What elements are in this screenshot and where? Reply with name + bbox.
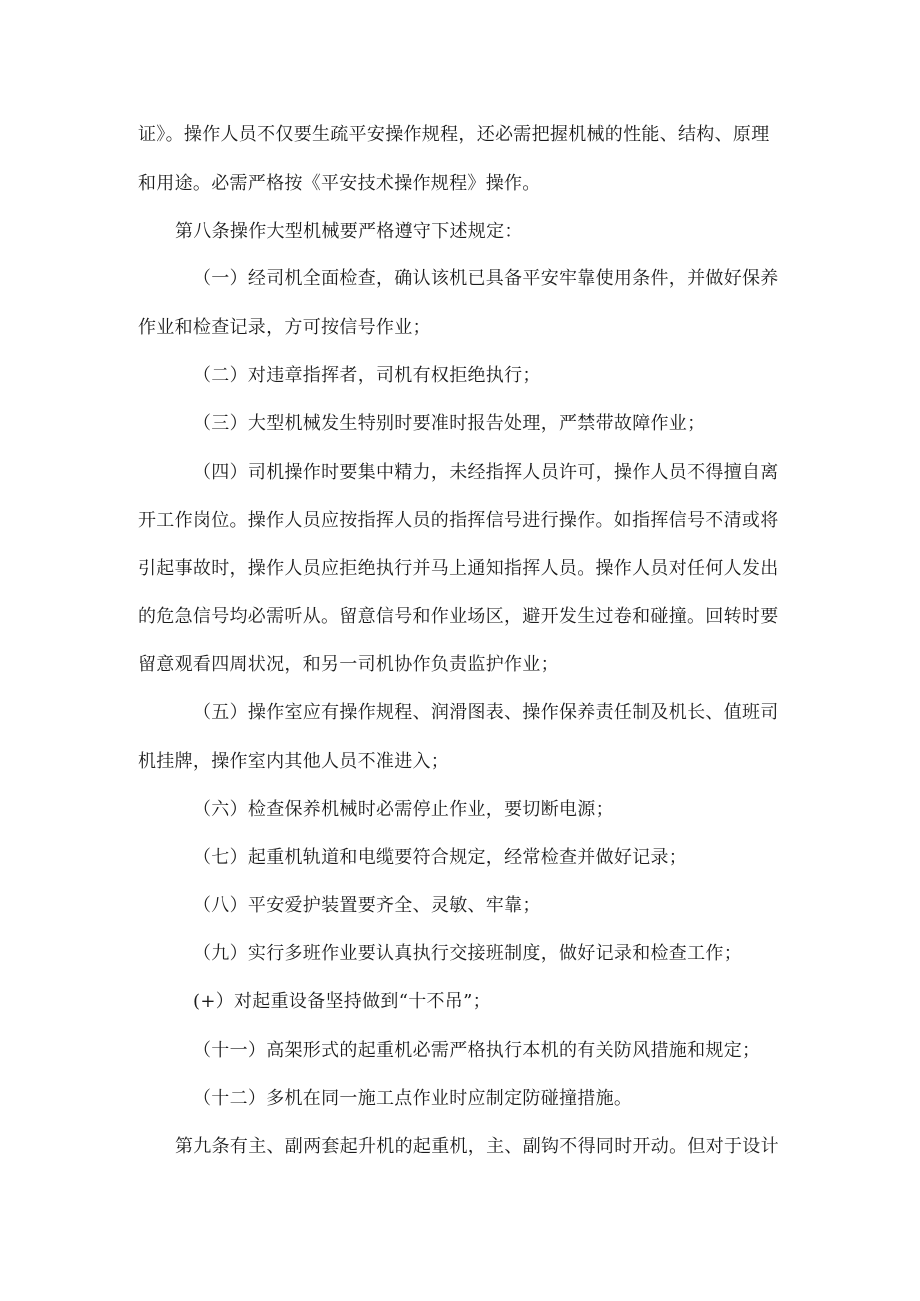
text-line: 的危急信号均必需听从。留意信号和作业场区，避开发生过卷和碰撞。回转时要 (138, 606, 779, 627)
text-line: 留意观看四周状况，和另一司机协作负责监护作业； (138, 654, 559, 675)
article-8-heading: 第八条操作大型机械要严格遵守下述规定： (175, 221, 523, 242)
clause-8: （八）平安爱护装置要齐全、灵敏、牢靠； (193, 895, 541, 916)
text-line: 开工作岗位。操作人员应按指挥人员的指挥信号进行操作。如指挥信号不清或将 (138, 510, 779, 531)
clause-12: （十二）多机在同一施工点作业时应制定防碰撞措施。 (193, 1088, 633, 1109)
clause-1: （一）经司机全面检查，确认该机已具备平安牢靠使用条件，并做好保养 (193, 268, 779, 289)
text-line: 引起事故时，操作人员应拒绝执行并马上通知指挥人员。操作人员对任何人发出 (138, 558, 779, 579)
clause-10: (+）对起重设备坚持做到“十不吊”； (193, 991, 491, 1012)
article-9-heading: 第九条有主、副两套起升机的起重机，主、副钩不得同时开动。但对于设计 (175, 1136, 779, 1157)
clause-5: （五）操作室应有操作规程、润滑图表、操作保养责任制及机长、值班司 (193, 702, 779, 723)
clause-2: （二）对违章指挥者，司机有权拒绝执行； (193, 365, 541, 386)
clause-6: （六）检查保养机械时必需停止作业，要切断电源； (193, 799, 614, 820)
text-line: 机挂牌，操作室内其他人员不准进入； (138, 751, 450, 772)
clause-4: （四）司机操作时要集中精力，未经指挥人员许可，操作人员不得擅自离 (193, 462, 779, 483)
clause-7: （七）起重机轨道和电缆要符合规定，经常检查并做好记录； (193, 847, 688, 868)
text-line: 证》。操作人员不仅要生疏平安操作规程，还必需把握机械的性能、结构、原理 (138, 124, 770, 145)
clause-9: （九）实行多班作业要认真执行交接班制度，做好记录和检查工作； (193, 943, 742, 964)
text-line: 作业和检查记录，方可按信号作业； (138, 317, 431, 338)
clause-11: （十一）高架形式的起重机必需严格执行本机的有关防风措施和规定； (193, 1040, 761, 1061)
clause-3: （三）大型机械发生特别时要准时报告处理，严禁带故障作业； (193, 413, 706, 434)
text-line: 和用途。必需严格按《平安技术操作规程》操作。 (138, 173, 541, 194)
